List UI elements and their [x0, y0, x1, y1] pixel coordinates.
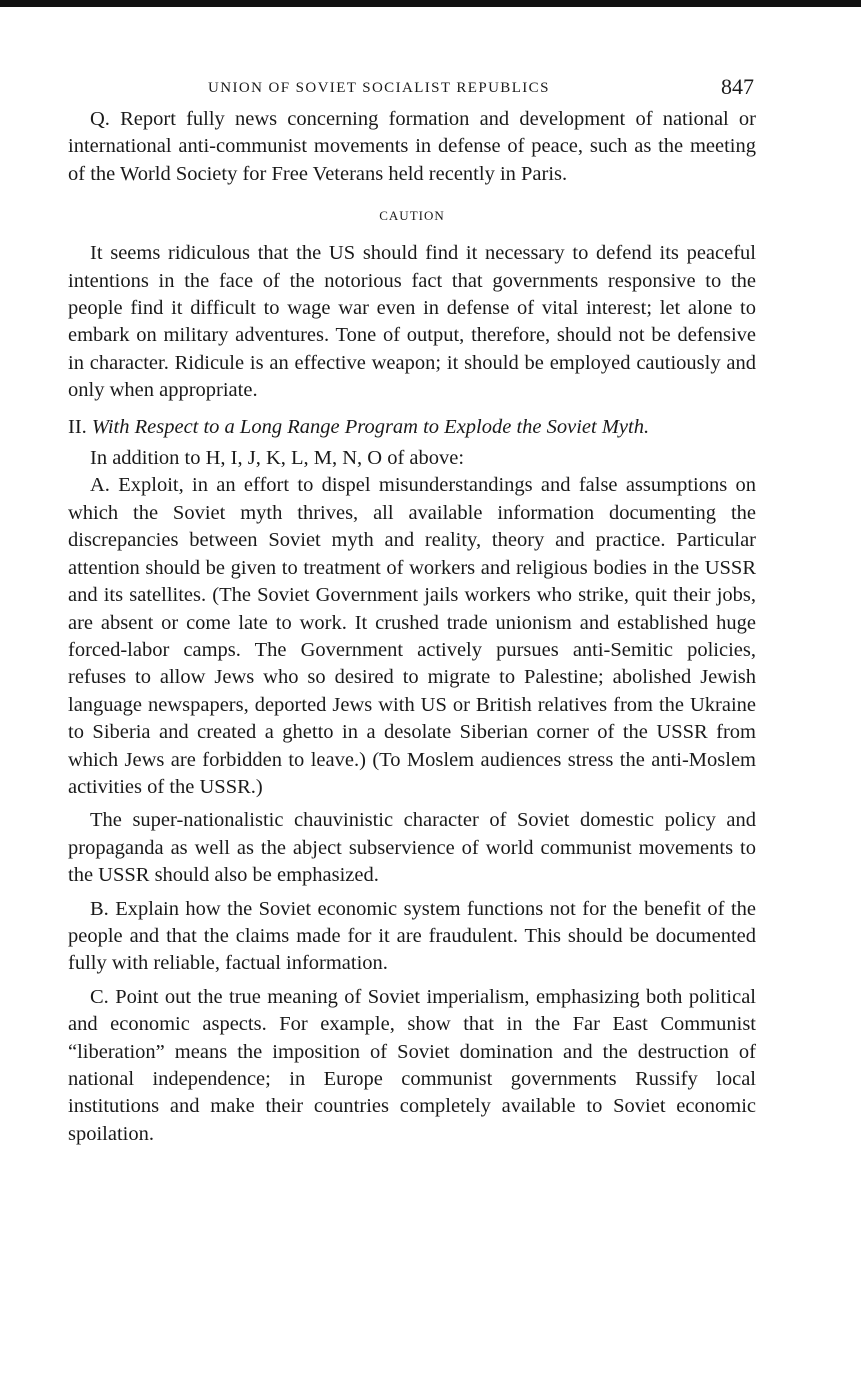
paragraph-q: Q. Report fully news concerning formation and development of national or international anti-communist movements in defense of peace, such as the meeting of the World Society for Free Veterans held recently in Paris.	[68, 108, 756, 185]
paragraph-b: B. Explain how the Soviet economic system functions not for the benefit of the people and that the claims made for it are fraudulent. This should be documented fully with reliable, factual information.	[68, 897, 756, 975]
paragraph-a-continued: The super-nationalistic chauvinistic character of Soviet domestic policy and propaganda as well as the abject subservience of world communist movements to the USSR should also be emphasized.	[68, 809, 756, 887]
running-head	[68, 70, 756, 106]
section-numeral: II.	[68, 415, 87, 438]
paragraph-c: C. Point out the true meaning of Soviet imperialism, emphasizing both political and economic aspects. For example, show that in the Far East Communist “liberation” means the imposition of Soviet domination and the destruction of national independence; in Europe communist governments Russify local institutions and make their countries completely available to Soviet economic spoilation.	[68, 985, 756, 1145]
top-border-rule	[0, 0, 861, 7]
paragraph-a: A. Exploit, in an effort to dispel misunderstandings and false assumptions on which the Soviet myth thrives, all available information documenting the discrepancies between Soviet myth and reality, theory and practice. Particular attention should be given to treatment of workers and religious bodies in the USSR and its satellites. (The Soviet Government jails workers who strike, quit their jobs, are absent or come late to work. It crushed trade unionism and established huge forced-labor camps. The Government actively pursues anti-Semitic policies, refuses to allow Jews who so desired to migrate to Palestine; abolished Jewish language newspapers, deported Jews with US or British relatives from the Ukraine to Siberia and created a ghetto in a desolate Siberian corner of the USSR from which Jews are forbidden to leave.) (To Moslem audiences stress the anti-Moslem activities of the USSR.)	[68, 474, 756, 798]
paragraph-caution: It seems ridiculous that the US should find it necessary to defend its peaceful intentions in the face of the notorious fact that governments responsive to the people find it difficult to wage war even in defense of vital interest; let alone to embark on military adventures. Tone of output, therefore, should not be defensive in character. Ridicule is an effective weapon; it should be employed cautiously and only when appropriate.	[68, 242, 756, 402]
running-head-title: UNION OF SOVIET SOCIALIST REPUBLICS	[208, 80, 550, 96]
section-heading-ii	[68, 414, 756, 441]
paragraph-intro: In addition to H, I, J, K, L, M, N, O of above:	[90, 447, 465, 470]
document-page	[68, 70, 756, 1148]
section-title: With Respect to a Long Range Program to Explode the Soviet Myth.	[91, 415, 650, 438]
caution-heading: CAUTION	[379, 208, 445, 224]
page-number: 847	[721, 74, 754, 99]
